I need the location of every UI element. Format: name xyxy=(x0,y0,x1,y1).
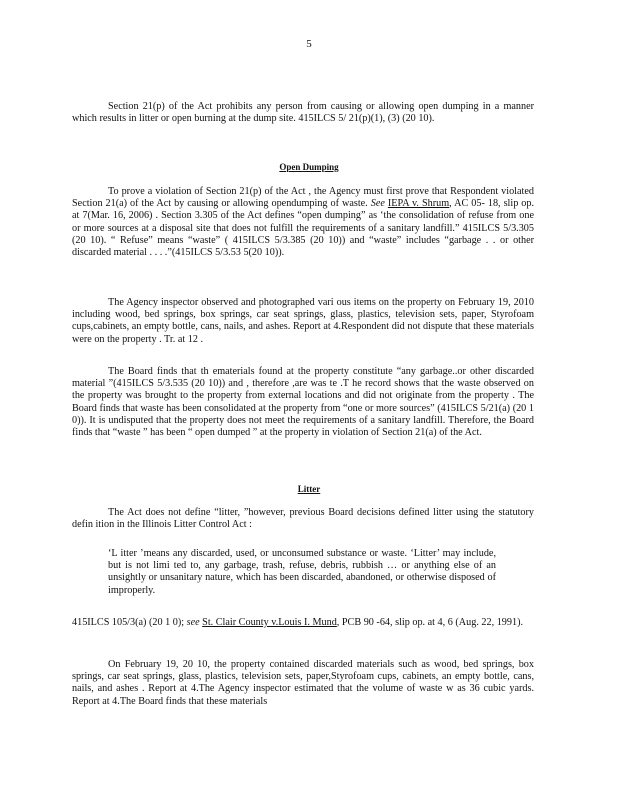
paragraph-text: , PCB 90 -64, slip op. at 4, 6 (Aug. 22, 1991). xyxy=(336,617,524,628)
paragraph-litter-definition: The Act does not define “litter, ”however, previous Board decisions defined litter using the statutory defin ition in the Illinois Litter Control Act : xyxy=(72,507,534,531)
paragraph-property-contained: On February 19, 20 10, the property contained discarded materials such as wood, bed springs, box springs, car seat springs, glass, plastics, television sets, paper,Styrofoam cups, cabinets, an empty bottle, cans, nails, and ashes . Report at 4.The Agency inspector estimated that the volume of waste w as 36 cubic yards. Report at 4.The Board finds that these materials xyxy=(72,659,534,707)
case-name: IEPA v. Shrum xyxy=(387,198,450,210)
heading-litter: Litter xyxy=(297,484,321,494)
paragraph-board-finds: The Board finds that th ematerials found at the property constitute “any garbage..or other discarded material ”(415ILCS 5/3.535 (20 10)) and , therefore ,are was te .T he record shows that the waste observed on the property was brought to the property from external locations and did not originate from the property . The Board finds that waste has been consolidated at the property from “one or more sources” (415ILCS 5/21(a) (20 1 0)). It is undisputed that the property does not meet the requirements of a sanitary landfill. Therefore, the Board finds that “waste ” has been “ open dumped ” at the property in violation of Section 21(a) of the Act. xyxy=(72,366,534,439)
paragraph-text: , AC 05- 18, slip op. at 7(Mar. 16, 2006) . Section 3.305 of the Act defines “open dumping” as ‘the consolidation of refuse from one or more sources at a disposal site that does not fulfill the requirements of a sanitary landfill.” 415ILCS 5/3.305 (20 10). “ Refuse” means “waste” ( 415ILCS 5/3.385 (20 10)) and “waste” includes “garbage . . or other discarded material . . . .”(415ILCS 5/3.53 5(20 10)). xyxy=(72,198,535,259)
citation-signal: See xyxy=(370,198,385,210)
case-name: St. Clair County v.Louis I. Mund xyxy=(202,617,337,628)
heading-open-dumping: Open Dumping xyxy=(279,162,339,172)
paragraph-text: To prove a violation of Section 21(p) of the Act , the Agency must first prove that Respondent violated Section 21(a) of the Act by causing or allowing opendumping of waste. xyxy=(72,186,534,210)
paragraph-prove-violation xyxy=(72,186,534,259)
paragraph-citation xyxy=(72,617,534,629)
page-number: 5 xyxy=(306,38,312,50)
paragraph-section-21p: Section 21(p) of the Act prohibits any person from causing or allowing open dumping in a manner which results in litter or open burning at the dump site. 415ILCS 5/ 21(p)(1), (3) (20 10). xyxy=(72,101,534,125)
paragraph-text: 415ILCS 105/3(a) (20 1 0); xyxy=(72,617,185,628)
block-quote-litter: ‘L itter ’means any discarded, used, or unconsumed substance or waste. ‘Litter’ may include, but is not limi ted to, any garbage, trash, refuse, debris, rubbish … or anything else of an unsightly or unsanitary nature, which has been discarded, abandoned, or otherwise disposed of improperly. xyxy=(108,548,496,596)
paragraph-agency-inspector: The Agency inspector observed and photographed vari ous items on the property on February 19, 2010 including wood, bed springs, box springs, car seat springs, glass, plastics, television sets, paper, Styrofoam cups,cabinets, an empty bottle, cans, nails, and ashes. Report at 4.Respondent did not dispute that these materials were on the property . Tr. at 12 . xyxy=(72,297,534,345)
citation-signal: see xyxy=(186,617,200,628)
